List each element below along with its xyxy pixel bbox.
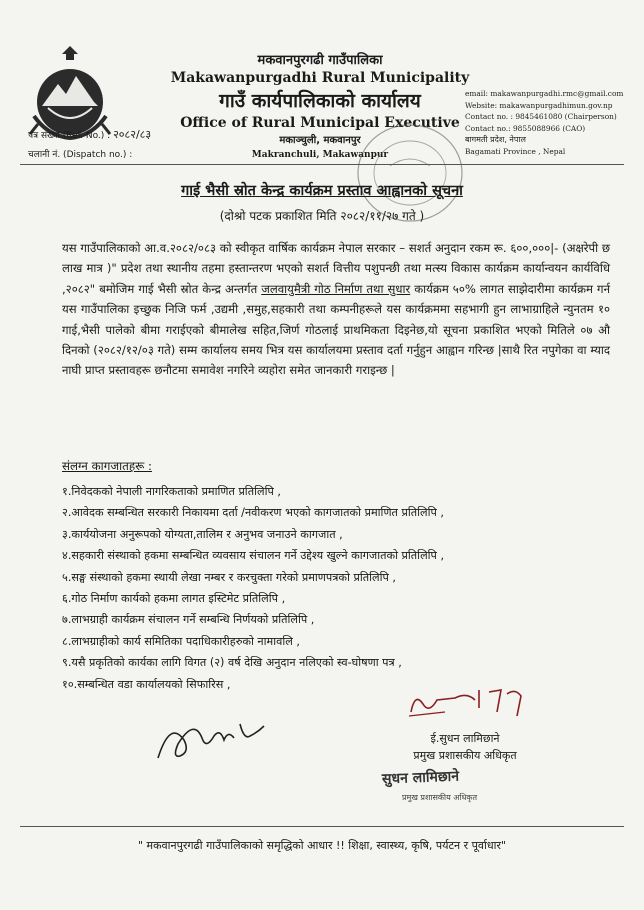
ref-label: पत्र संख्या (Ref. No.) : xyxy=(28,131,111,141)
municipality-name-en: Makawanpurgadhi Rural Municipality xyxy=(170,70,470,86)
office-name-np: गाउँ कार्यपालिकाको कार्यालय xyxy=(219,90,421,112)
notice-subtitle: (दोश्रो पटक प्रकाशित मिति २०८२/११/२७ गते ) xyxy=(219,209,425,223)
annex-heading: संलग्न कागजातहरू : xyxy=(62,459,153,473)
handwritten-signature-right xyxy=(405,682,535,724)
location-np: मकाञ्चुली, मकवानपुर xyxy=(279,135,361,146)
footer-divider xyxy=(20,826,624,827)
reference-block xyxy=(28,126,151,164)
contact-chairperson: Contact no. : 9845461080 (Chairperson) xyxy=(465,112,617,121)
list-item: ७.लाभग्राही कार्यक्रम संचालन गर्ने सम्बन्धि निर्णयको प्रतिलिपि , xyxy=(62,613,315,627)
notice-body: यस गाउँपालिकाको आ.व.२०८२/०८३ को स्वीकृत वार्षिक कार्यक्रम नेपाल सरकार – सशर्त अनुदान रकम रू. ६००,०००|- (अक्षरेपी छ लाख मात्र )" प्रदेश तथा स्थानीय तहमा हस्तान्तरण भएको सशर्त वित्तीय पशुपन्छी तथा मत्स्य विकास कार्यक्रम कार्यान्वयन कार्यविधि ,२०८२" बमोजिम गाई भैसी स्रोत केन्द्र अन्तर्गत जलवायुमैत्री गोठ निर्माण तथा सुधार कार्यक्रम ५०% लागत साझेदारीमा कार्यक्रम गर्न यस गाउँपालिका इच्छुक निजि फर्म ,उद्यमी ,समुह,सहकारी तथा कम्पनीहरूले यस कार्यक्रममा सहभागी हुन लाभाग्राहिले न्युनतम १० गाई,भैसी पालेको बीमा गराईएको बीमालेख सहित,जिर्ण गोठलाई प्राथमिकता दिइनेछ,यो सूचना प्रकाशित भएको मितिले ०७ औ दिनको (२०८२/१२/०३ गते) सम्म कार्यालय समय भित्र यस कार्यालयमा प्रस्ताव दर्ता गर्नुहुन आह्वान गरिन्छ |साथै रित नपुगेका वा म्याद नाघी प्राप्त प्रस्तावहरू छनौटमा समावेश नगरिने व्यहोरा समेत जानकारी गराइन्छ | xyxy=(62,241,610,378)
designation-stamp: प्रमुख प्रशासकीय अधिकृत xyxy=(402,793,478,802)
office-name-en: Office of Rural Municipal Executive xyxy=(180,115,460,131)
list-item: ५.सङ्घ संस्थाको हकमा स्थायी लेखा नम्बर र करचुक्ता गरेको प्रमाणपत्रको प्रतिलिपि , xyxy=(62,570,396,584)
email-text: email: makawanpurgadhi.rmc@gmail.com xyxy=(465,89,624,98)
list-item: ९.यसै प्रकृतिको कार्यका लागि विगत (२) वर्ष देखि अनुदान नलिएको स्व-घोषणा पत्र , xyxy=(62,656,402,670)
name-stamp: सुधन लामिछाने xyxy=(381,768,460,788)
header-divider xyxy=(20,164,624,165)
province-np: बागमती प्रदेश, नेपाल xyxy=(465,135,526,144)
footer-slogan: " मकवानपुरगढी गाउँपालिकाको समृद्धिको आधार !! शिक्षा, स्वास्थ्य, कृषि, पर्यटन र पूर्वाधार" xyxy=(137,839,507,852)
signatory-designation: प्रमुख प्रशासकीय अधिकृत xyxy=(413,749,517,762)
contact-info xyxy=(465,88,640,157)
ref-value: २०८२/८३ xyxy=(113,128,152,141)
notice-title: गाई भैसी स्रोत केन्द्र कार्यक्रम प्रस्ताव आह्वानको सूचना xyxy=(181,183,463,199)
list-item: १०.सम्बन्धित वडा कार्यालयको सिफारिस , xyxy=(62,677,231,691)
contact-cao: Contact no.: 9855088966 (CAO) xyxy=(465,123,586,133)
annex-list xyxy=(62,481,622,695)
province-en: Bagamati Province , Nepal xyxy=(465,146,566,156)
location-en: Makranchuli, Makawanpur xyxy=(251,150,389,160)
programme-name: जलवायुमैत्री गोठ निर्माण तथा सुधार xyxy=(261,281,411,296)
website-text: Website: makawanpurgadhimun.gov.np xyxy=(465,100,613,110)
signatory-block xyxy=(380,730,550,764)
list-item: २.आवेदक सम्बन्धित सरकारी निकायमा दर्ता /नवीकरण भएको कागजातको प्रमाणित प्रतिलिपि , xyxy=(62,506,444,520)
list-item: १.निवेदकको नेपाली नागरिकताको प्रमाणित प्रतिलिपि , xyxy=(62,485,281,498)
municipality-name-np: मकवानपुरगढी गाउँपालिका xyxy=(257,53,383,68)
list-item: ८.लाभग्राहीको कार्य समितिका पदाधिकारीहरुको नामावलि , xyxy=(62,634,300,648)
list-item: ६.गोठ निर्माण कार्यको हकमा लागत इस्टिमेट प्रतिलिपि , xyxy=(62,592,286,606)
list-item: ४.सहकारी संस्थाको हकमा सम्बन्धित व्यवसाय संचालन गर्ने उद्देश्य खुल्ने कागजातको प्रतिलिपि , xyxy=(62,549,445,563)
handwritten-signature-left xyxy=(150,700,270,770)
dispatch-label: चलानी नं. (Dispatch no.) : xyxy=(28,150,133,160)
signatory-name: ई.सुधन लामिछाने xyxy=(430,732,500,745)
list-item: ३.कार्ययोजना अनुरूपको योग्यता,तालिम र अनुभव जनाउने कागजात , xyxy=(62,527,343,541)
